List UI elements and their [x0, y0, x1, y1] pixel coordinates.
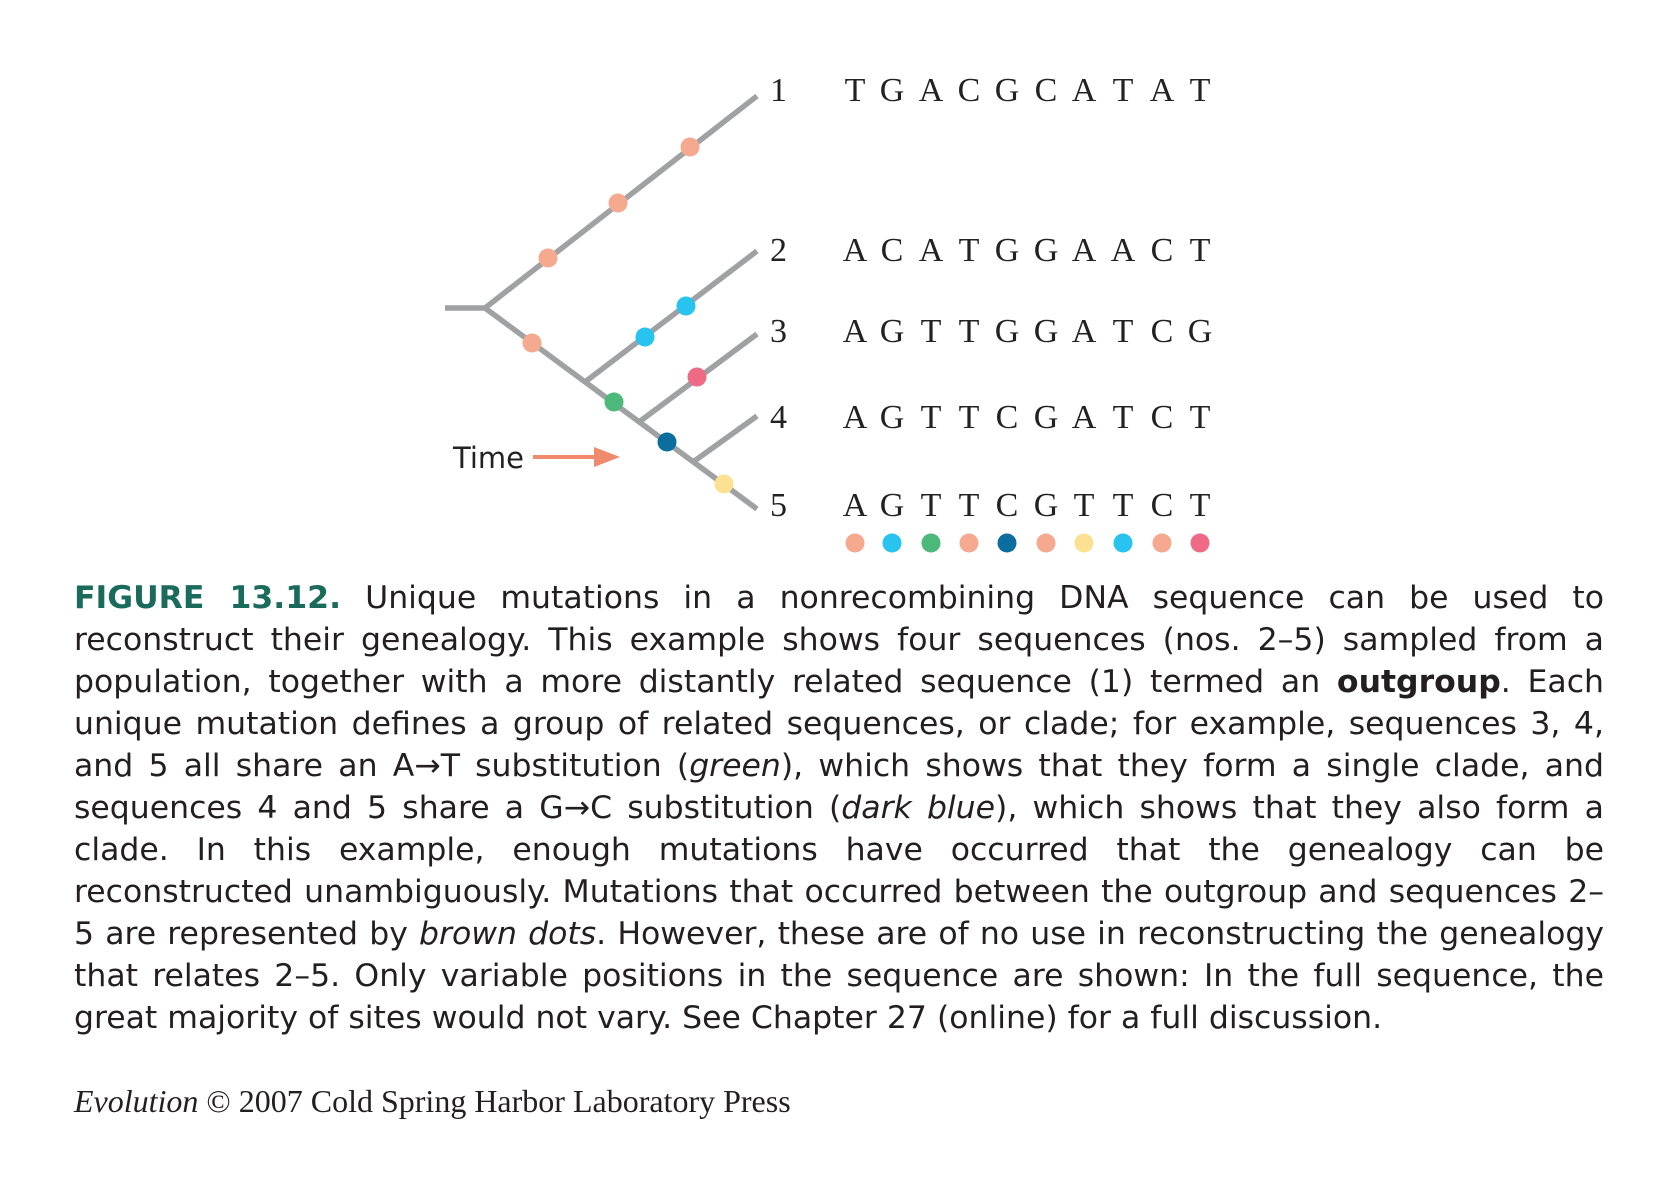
base-1-2: G	[879, 72, 905, 109]
mutation-dot-brown	[539, 249, 558, 268]
tip-label-2: 2	[770, 232, 787, 269]
base-5-10: T	[1189, 487, 1211, 524]
column-dot-8	[1114, 534, 1133, 553]
base-1-1: T	[844, 72, 866, 109]
figure-caption	[74, 577, 1604, 1039]
base-4-5: C	[995, 399, 1019, 436]
base-5-6: G	[1033, 487, 1059, 524]
caption-text-2: . Each unique mutation defines a group of related sequences, or clade; for example, sequences 3, 4, and 5 all share an A→T substitution (	[74, 664, 1604, 784]
mutation-dot-brown	[681, 138, 700, 157]
column-dot-3	[922, 534, 941, 553]
mutation-dot-light-blue	[636, 328, 655, 347]
base-4-9: C	[1150, 399, 1174, 436]
base-3-5: G	[994, 313, 1020, 350]
sequence-row-2	[843, 232, 1211, 269]
base-5-4: T	[958, 487, 980, 524]
copyright-credit	[74, 1083, 791, 1120]
base-3-2: G	[879, 313, 905, 350]
base-2-5: G	[994, 232, 1020, 269]
tip-label-3: 3	[770, 313, 787, 350]
mutation-dot-dark-blue	[658, 433, 677, 452]
base-3-3: T	[920, 313, 942, 350]
base-5-5: C	[995, 487, 1019, 524]
base-2-6: G	[1033, 232, 1059, 269]
base-5-8: T	[1112, 487, 1134, 524]
base-3-1: A	[842, 313, 868, 350]
base-2-9: C	[1150, 232, 1174, 269]
base-4-6: G	[1033, 399, 1059, 436]
sequence-row-3	[843, 313, 1213, 350]
base-5-9: C	[1150, 487, 1174, 524]
base-3-10: G	[1187, 313, 1213, 350]
tip-label-5: 5	[770, 487, 787, 524]
mutation-dot-light-blue	[677, 297, 696, 316]
base-2-4: T	[958, 232, 980, 269]
mutation-dots	[523, 138, 734, 494]
credit-publisher: © 2007 Cold Spring Harbor Laboratory Press	[198, 1083, 791, 1119]
sequence-row-4	[843, 399, 1211, 436]
base-5-7: T	[1073, 487, 1095, 524]
column-dot-9	[1153, 534, 1172, 553]
caption-italic-green: green	[689, 748, 781, 784]
column-dot-10	[1191, 534, 1210, 553]
caption-bold-outgroup: outgroup	[1336, 664, 1501, 700]
base-4-7: A	[1071, 399, 1097, 436]
base-5-1: A	[842, 487, 868, 524]
column-dot-7	[1075, 534, 1094, 553]
mutation-dot-brown	[609, 194, 628, 213]
base-4-8: T	[1112, 399, 1134, 436]
mutation-dot-yellow	[715, 475, 734, 494]
base-4-2: G	[879, 399, 905, 436]
column-dot-5	[998, 534, 1017, 553]
time-arrow-head	[594, 447, 620, 467]
column-dot-1	[846, 534, 865, 553]
base-4-1: A	[842, 399, 868, 436]
base-2-3: A	[918, 232, 944, 269]
sequence-row-5	[843, 487, 1211, 524]
base-4-10: T	[1189, 399, 1211, 436]
base-1-4: C	[957, 72, 981, 109]
base-5-2: G	[879, 487, 905, 524]
time-label: Time	[453, 441, 524, 475]
caption-text-3: ), which shows that they form a single clade, and sequences 4 and 5 share a G→C substitution (	[74, 748, 1604, 826]
base-2-1: A	[842, 232, 868, 269]
branch-2	[585, 251, 757, 382]
base-3-6: G	[1033, 313, 1059, 350]
base-2-8: A	[1110, 232, 1136, 269]
base-1-9: A	[1149, 72, 1175, 109]
tip-label-1: 1	[770, 72, 787, 109]
genealogy-figure	[0, 0, 1671, 580]
base-4-4: T	[958, 399, 980, 436]
base-1-3: A	[918, 72, 944, 109]
time-indicator	[452, 441, 620, 475]
base-1-8: T	[1112, 72, 1134, 109]
base-4-3: T	[920, 399, 942, 436]
base-1-5: G	[994, 72, 1020, 109]
base-3-8: T	[1112, 313, 1134, 350]
column-dot-6	[1037, 534, 1056, 553]
caption-text-5: . However, these are of no use in reconstructing the genealogy that relates 2–5. Only variable positions in the sequence are shown: In the full sequence, the great majority of sites would not vary. See Chapter 27 (online) for a full discussion.	[74, 916, 1604, 1036]
time-arrow-icon	[533, 447, 620, 467]
caption-text-1: Unique mutations in a nonrecombining DNA sequence can be used to reconstruct their genealogy. This example shows four sequences (nos. 2–5) sampled from a population, together with a more distantly related sequence (1) termed an	[74, 580, 1604, 700]
sequence-row-1	[845, 72, 1211, 109]
base-3-4: T	[958, 313, 980, 350]
column-dot-2	[883, 534, 902, 553]
base-3-9: C	[1150, 313, 1174, 350]
base-5-3: T	[920, 487, 942, 524]
base-2-2: C	[880, 232, 904, 269]
base-3-7: A	[1071, 313, 1097, 350]
base-2-10: T	[1189, 232, 1211, 269]
tip-labels	[770, 72, 787, 524]
base-1-6: C	[1034, 72, 1058, 109]
mutation-dot-green	[605, 393, 624, 412]
base-1-10: T	[1189, 72, 1211, 109]
mutation-dot-pink	[688, 368, 707, 387]
figure-label: FIGURE 13.12.	[74, 580, 342, 616]
column-dot-4	[960, 534, 979, 553]
base-2-7: A	[1071, 232, 1097, 269]
caption-italic-brown-dots: brown dots	[419, 916, 597, 952]
base-1-7: A	[1071, 72, 1097, 109]
mutation-dot-brown	[523, 334, 542, 353]
column-color-key	[846, 534, 1210, 553]
branch-4	[693, 416, 757, 462]
sequence-alignment	[843, 72, 1213, 524]
credit-book-title: Evolution	[74, 1083, 199, 1119]
caption-text-4: ), which shows that they also form a clade. In this example, enough mutations have occurred that the genealogy can be reconstructed unambiguously. Mutations that occurred between the outgroup and sequences 2–5 are represented by	[74, 790, 1604, 952]
tip-label-4: 4	[770, 399, 787, 436]
caption-italic-dark-blue: dark blue	[841, 790, 996, 826]
